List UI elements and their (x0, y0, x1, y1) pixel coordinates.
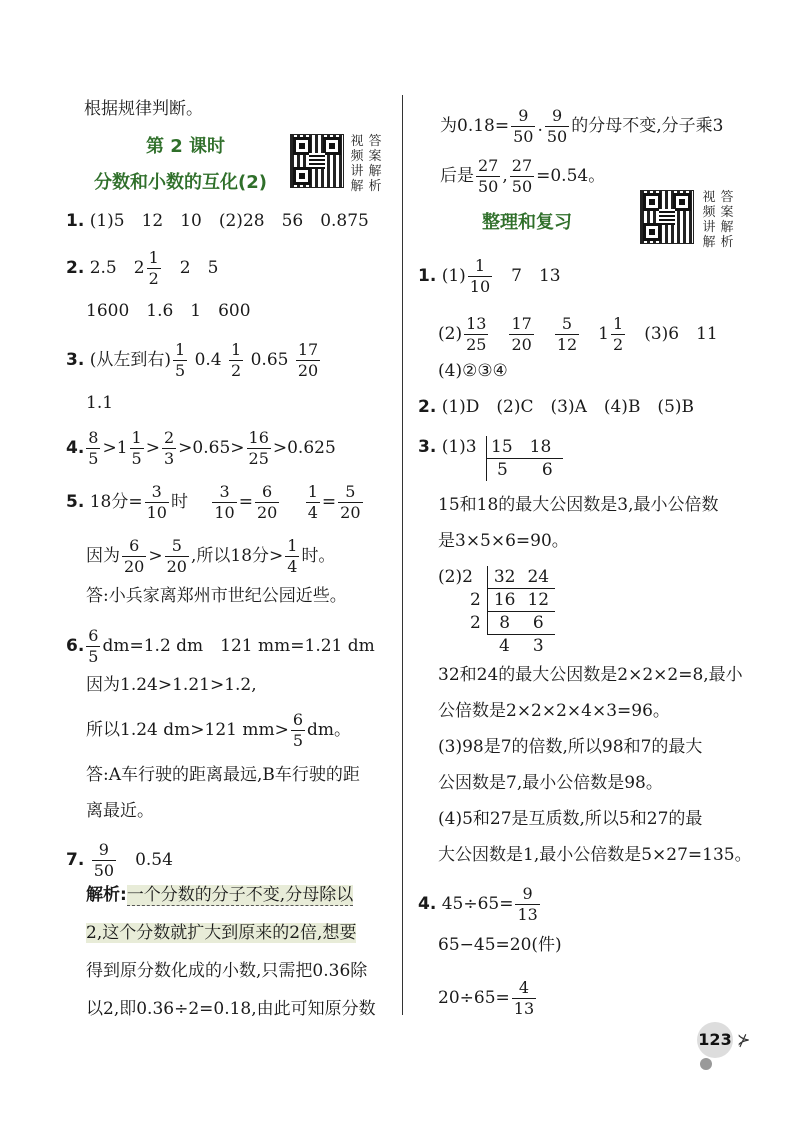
review-question-4-line3: 20÷65= $\frac{4}{13}$ (438, 978, 535, 1018)
short-division-2-label: (2)2 (438, 567, 473, 587)
question-3: 3. (从左到右) $\frac{1}{5}$ 0.4 $\frac{1}{2}$ 0.65 $\frac{17}{20}$ (66, 340, 319, 380)
lesson-title: 第 2 课时 (146, 136, 226, 157)
page-number-dot (700, 1058, 712, 1070)
question-2-line2: 1600 1.6 1 600 (86, 301, 251, 321)
question-5-answer: 答:小兵家离郑州市世纪公园近些。 (86, 586, 347, 606)
lesson-subtitle: 分数和小数的互化(2) (94, 172, 267, 193)
review-question-3-line5: 公倍数是2×2×2×4×3=96。 (438, 701, 670, 721)
review-question-1-line2: (2) $\frac{13}{25}$ $\frac{17}{20}$ $\frac{5}{12}$ 1 $\frac{1}{2}$ (3)6 11 (438, 314, 718, 354)
short-division-1: 15 18 5 6 (486, 436, 563, 481)
review-question-3-line6: (3)98是7的倍数,所以98和7的最大 (438, 737, 703, 757)
qr-code-review[interactable] (640, 190, 694, 244)
question-7: 7. $\frac{9}{50}$ 0.54 (66, 840, 173, 880)
review-question-3-line7: 公因数是7,最小公倍数是98。 (438, 773, 663, 793)
review-question-3-line8: (4)5和27是互质数,所以5和27的最 (438, 809, 703, 829)
analysis-cont-line1: 为0.18= $\frac{9}{50}$ . $\frac{9}{50}$ 的分母不变,分子乘3 (440, 106, 724, 146)
review-question-4: 4. 45÷65= $\frac{9}{13}$ (418, 884, 538, 924)
column-divider (402, 95, 403, 1015)
review-question-1-line3: (4)②③④ (438, 361, 508, 381)
review-question-4-line2: 65−45=20(件) (438, 935, 562, 955)
page-number: 123 (697, 1022, 733, 1058)
qr-code-lesson[interactable] (290, 134, 344, 188)
question-2: 2. 2.5 2 $\frac{1}{2}$ 2 5 (66, 248, 219, 288)
question-5-line2: 因为 $\frac{6}{20}$ > $\frac{5}{20}$ ,所以18分> $\frac{1}{4}$ 时。 (86, 536, 336, 576)
short-division-2: 32 24 2 16 12 2 8 6 4 3 (464, 566, 555, 657)
analysis-line1: 解析:一个分数的分子不变,分母除以 (86, 885, 354, 905)
question-6-answer-line2: 离最近。 (86, 801, 154, 821)
question-5: 5. 18分= $\frac{3}{10}$ 时 $\frac{3}{10}$ = $\frac{6}{20}$ $\frac{1}{4}$ = $\frac{5}{20}$ (66, 482, 361, 522)
review-question-3-line4: 32和24的最大公因数是2×2×2=8,最小 (438, 665, 743, 685)
qr-caption-video: 视 频 讲 解 (350, 134, 364, 194)
question-1: 1. (1)5 12 10 (2)28 56 0.875 (66, 211, 369, 231)
right-column (412, 0, 800, 1130)
qr-caption-answer: 答 案 解 析 (368, 134, 382, 194)
review-question-3-line3: 是3×5×6=90。 (438, 531, 569, 551)
review-question-3-line2: 15和18的最大公因数是3,最小公倍数 (438, 495, 719, 515)
intro-text: 根据规律判断。 (84, 99, 203, 119)
analysis-cont-line2: 后是 $\frac{27}{50}$ , $\frac{27}{50}$ =0.54。 (440, 156, 606, 196)
question-3-line2: 1.1 (86, 393, 114, 413)
question-6-line2: 因为1.24>1.21>1.2, (86, 675, 257, 695)
question-4: 4. $\frac{8}{5}$ >1 $\frac{1}{5}$ > $\frac{2}{3}$ >0.65> $\frac{16}{25}$ >0.625 (66, 428, 336, 468)
section-title: 整理和复习 (482, 212, 572, 233)
qr-caption-answer-2: 答 案 解 析 (720, 190, 734, 250)
question-6-answer: 答:A车行驶的距离最远,B车行驶的距 (86, 765, 360, 785)
analysis-line3: 得到原分数化成的小数,只需把0.36除 (86, 961, 368, 981)
review-question-3-line9: 大公因数是1,最小公倍数是5×27=135。 (438, 845, 752, 865)
question-6: 6. $\frac{6}{5}$ dm=1.2 dm 121 mm=1.21 dm (66, 626, 375, 666)
review-question-2: 2. (1)D (2)C (3)A (4)B (5)B (418, 397, 695, 417)
analysis-line2: 2,这个分数就扩大到原来的2倍,想要 (86, 923, 357, 943)
analysis-line4: 以2,即0.36÷2=0.18,由此可知原分数 (86, 999, 376, 1019)
page-decor-icon: ⊁ (737, 1030, 751, 1049)
qr-caption-video-2: 视 频 讲 解 (702, 190, 716, 250)
review-question-1: 1. (1) $\frac{1}{10}$ 7 13 (418, 256, 561, 296)
question-6-line3: 所以1.24 dm>121 mm> $\frac{6}{5}$ dm。 (86, 710, 352, 750)
review-question-3: 3. (1)3 (418, 437, 477, 457)
